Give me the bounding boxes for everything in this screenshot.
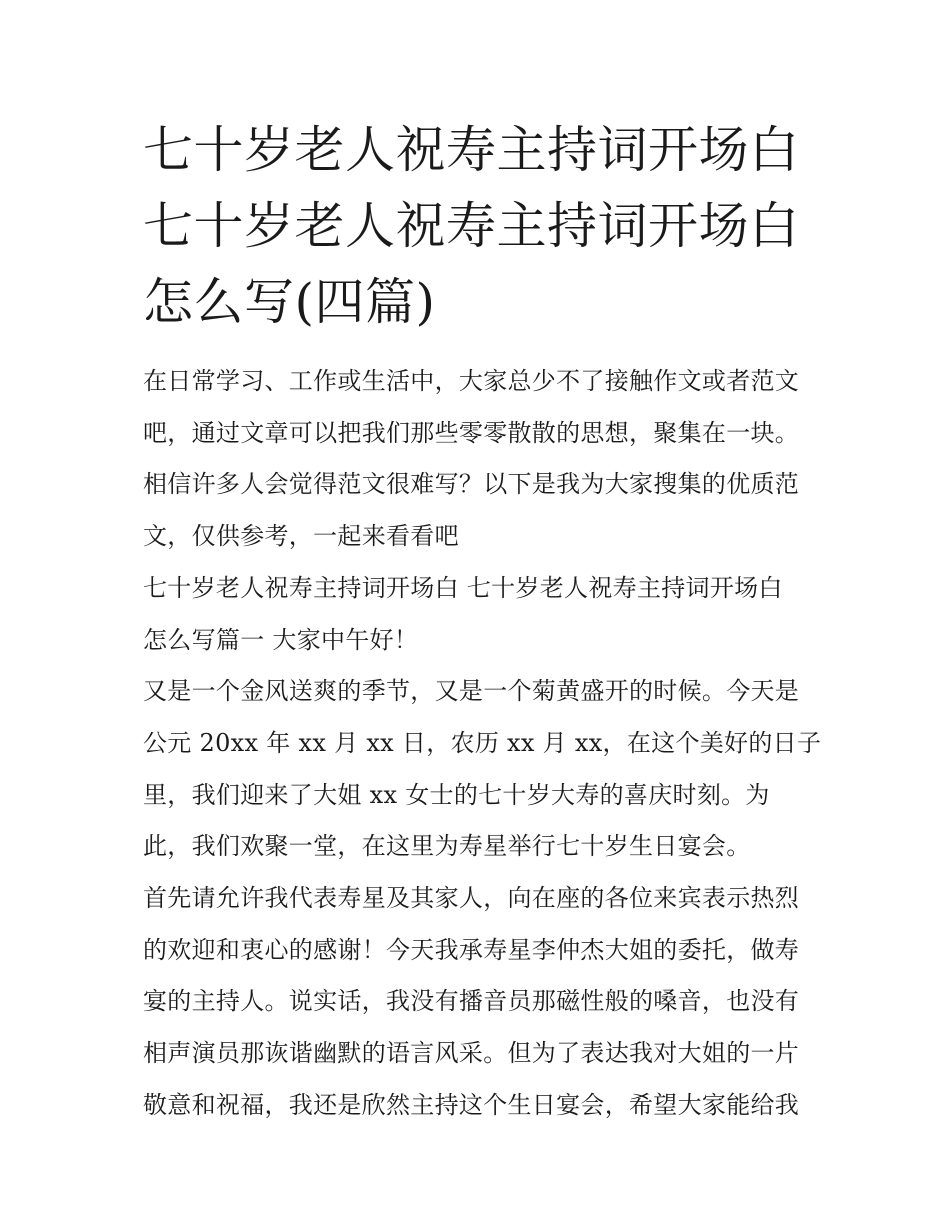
body-line: 相声演员那诙谐幽默的语言风采。但为了表达我对大姐的一片 xyxy=(143,1039,800,1068)
body-line: 的欢迎和衷心的感谢！今天我承寿星李仲杰大姐的委托，做寿 xyxy=(143,935,800,964)
body-line: 公元 20xx 年 xx 月 xx 日，农历 xx 月 xx，在这个美好的日子 xyxy=(143,728,822,757)
body-line: 又是一个金风送爽的季节，又是一个菊黄盛开的时候。今天是 xyxy=(143,677,800,706)
body-line: 相信许多人会觉得范文很难写？以下是我为大家搜集的优质范 xyxy=(143,470,800,499)
body-line: 首先请允许我代表寿星及其家人，向在座的各位来宾表示热烈 xyxy=(143,884,800,913)
body-line: 在日常学习、工作或生活中，大家总少不了接触作文或者范文 xyxy=(143,367,800,395)
title-line-1: 七十岁老人祝寿主持词开场白 xyxy=(143,121,800,179)
document-body xyxy=(143,356,822,1132)
title-line-3: 怎么写(四篇) xyxy=(143,273,436,331)
body-line: 文，仅供参考，一起来看看吧 xyxy=(143,522,459,551)
body-line: 宴的主持人。说实话，我没有播音员那磁性般的嗓音，也没有 xyxy=(143,987,800,1016)
title-line-2: 七十岁老人祝寿主持词开场白 xyxy=(143,197,800,255)
body-line: 七十岁老人祝寿主持词开场白 七十岁老人祝寿主持词开场白 xyxy=(143,573,783,602)
document-title xyxy=(143,112,815,340)
body-line: 此，我们欢聚一堂，在这里为寿星举行七十岁生日宴会。 xyxy=(143,832,751,861)
body-line: 怎么写篇一 大家中午好！ xyxy=(143,625,419,654)
body-line: 里，我们迎来了大姐 xx 女士的七十岁大寿的喜庆时刻。为 xyxy=(143,780,770,809)
document-page xyxy=(143,112,822,1132)
body-line: 吧，通过文章可以把我们那些零零散散的思想，聚集在一块。 xyxy=(143,418,800,447)
body-line: 敬意和祝福，我还是欣然主持这个生日宴会，希望大家能给我 xyxy=(143,1090,800,1119)
